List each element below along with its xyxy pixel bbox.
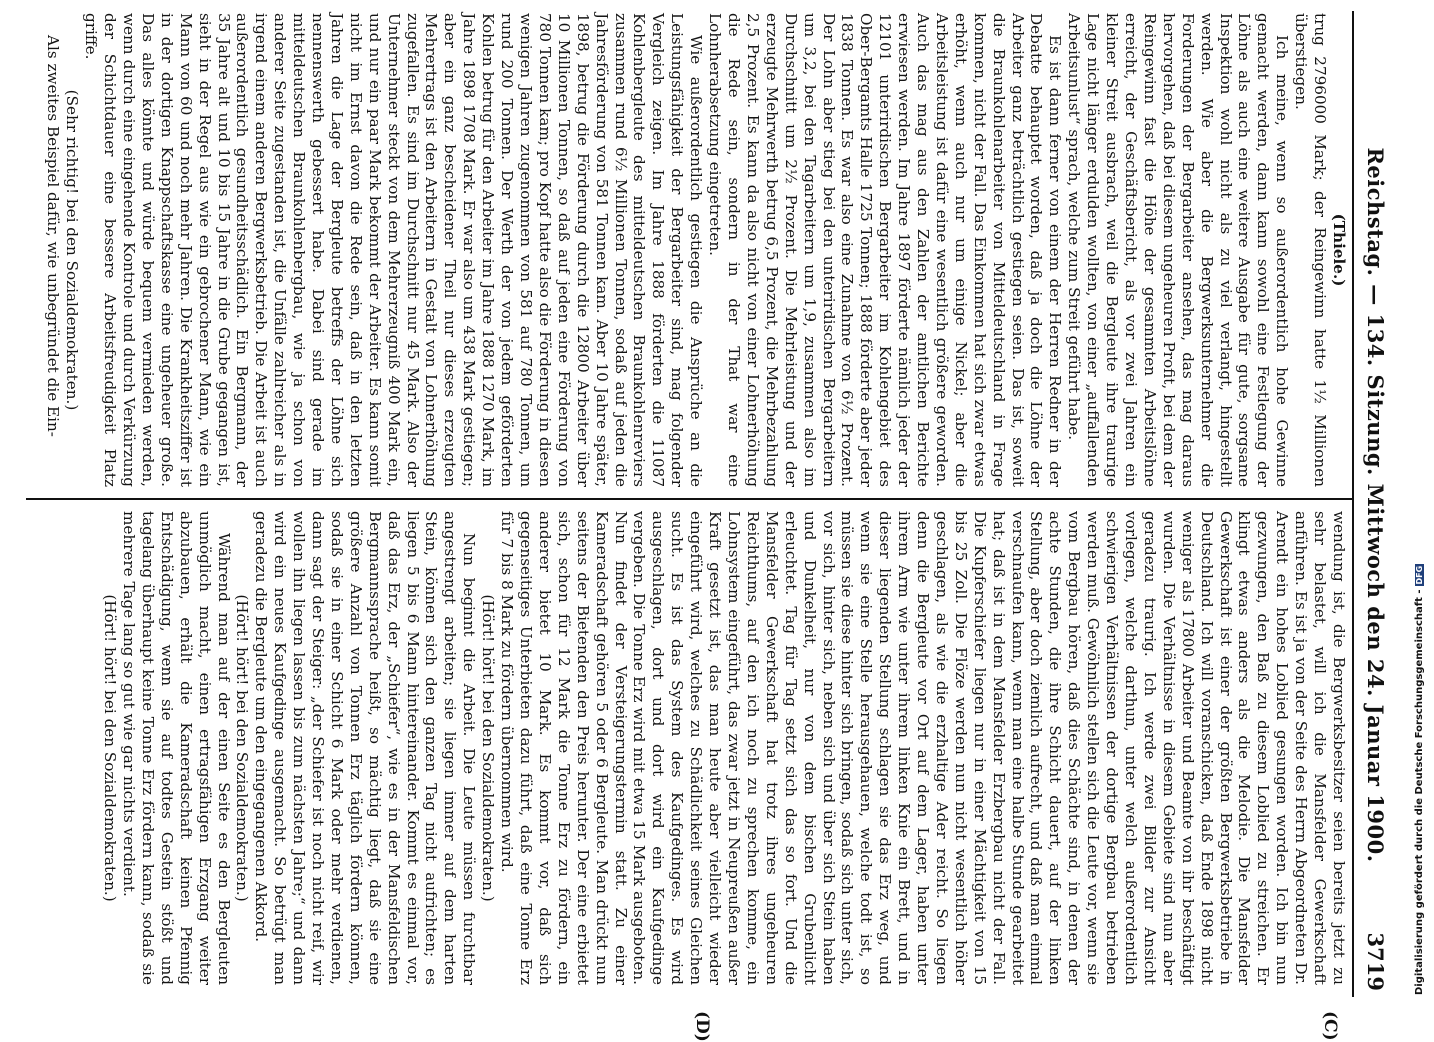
column-divider (26, 498, 1352, 500)
paragraph: wendung ist, die Bergwerksbesitzer seien bereits jetzt zu sehr belastet, will ich die Mansfelder Gewerkschaft anführen. Es ist ja von der Seite des Herrn Abgeordneten Dr. Arendt ein hohes Loblied gesungen worden. Ich bin nun gezwungen, den Baß zu diesem Loblied zu streichen. Er klingt etwas anders als die Melodie. Die Mansfelder Gewerkschaft ist einer der größten Bergwerksbetriebe in Deutschland. Ich will voranschicken, daß Ende 1898 nicht weniger als 17800 Arbeiter und Beamte von ihr beschäftigt wurden. Die Verhältnisse in diesem Gebiete sind nun aber geradezu traurig. Ich werde zwei Bilder zur Ansicht vorlegen, welche darthun, unter welch außerordentlich schwierigen Verhältnissen der dortige Bergbau betrieben werden muß. Gewöhnlich stellen sich die Leute vor, wenn sie vom Bergbau hören, daß dies Schächte sind, in denen der achte Stunden, die ihre Schicht dauert, auf der linken Stellung, aber doch ziemlich aufrecht, und daß man einmal verschnaufen kann, wenn man eine halbe Stunde gearbeitet hat; daß ist in dem Mansfelder Erzbergbau nicht der Fall. Die Kupferschiefer liegen nur in einer Mächtigkeit von 15 bis 25 Zoll. Die Flöze werden nun nicht wesentlich höher geschlagen, als wie die erzhaltige Ader reicht. So liegen denn die Bergleute vor Ort auf dem Lager, haben unter ihrem Arm wie unter ihrem linken Knie ein Brett, und in dieser liegenden Stellung schlagen sie das Erz weg, und wenn sie eine Stelle herausgehauen, welche todt ist, so müssen sie diese hinter sich bringen, sodaß sich unter sich, vor sich, hinter sich, neben sich und über sich Stein haben und Dunkelheit, nur von dem bischen Grubenlicht erleuchtet. Tag für Tag setzt sich das so fort. Und die Mansfelder Gewerkschaft hat trotz ihres ungeheuren Reichthums, auf den ich noch zu sprechen komme, ein Lohnsystem eingeführt, das zwar jetzt in Neupreußen außer Kraft gesetzt ist, das man heute aber vielleicht wieder eingeführt wird, welches zu Schädlichkeit seines Gleichen sucht. Es ist das System des Kaufgedinges. Es wird ausgeschlagen, dort und dort wird ein Kaufgedinge vergeben. Die Tonne Erz wird mit etwa 15 Mark ausgeboten. Nun findet der Versteigerungstermin statt. Zu einer Kameradschaft gehören 5 oder 6 Bergleute. Man drückt nun seitens der Bietenden den Preis herunter. Der eine erbietet sich, schon für 12 Mark die Tonne Erz zu fördern, ein anderer bietet 10 Mark. Es kommt vor, daß sich gegenseitiges Unterbieten dazu führt, daß eine Tonne Erz für 7 bis 8 Mark zu fördern übernommen wird. (498, 511, 1348, 985)
header-rule (1352, 11, 1354, 997)
dfg-logo-icon: DFG (1415, 565, 1424, 585)
rotated-page-content (22, 5, 1394, 1042)
left-column (28, 13, 1348, 487)
interjection: (Hört! hört! bei den Sozialdemokraten.) (101, 594, 120, 902)
paragraph: Nun beginnt die Arbeit. Die Leute müssen furchtbar angestrengt arbeiten; sie liegen immer auf dem harten Stein, können sich den ganzen Tag nicht aufrichten; es liegen 5 bis 6 Mann hintereinander. Kommt es einmal vor, daß das Erz, der „Schiefer“, wie es in der Mansfeldischen Bergmannssprache heißt, so mächtig liegt, daß sie eine größere Anzahl von Tonnen Erz täglich fördern können, sodaß sie in einer Schicht 6 Mark oder mehr verdienen, dann sagt der Steiger: „der Schiefer ist noch nicht reif, wir wollen ihn liegen lassen bis zum nächsten Jahre;“ und dann wird ein neues Kaufgedinge ausgemacht. So betrügt man geradezu die Bergleute um den eingegangenen Akkord. (252, 511, 479, 985)
credit-text: Digitalisierung gefördert durch die Deutsche Forschungsgemeinschaft - (1414, 589, 1425, 995)
header-title: Reichstag. — 134. Sitzung. Mittwoch den 24. Januar 1900. (1363, 147, 1388, 863)
interjection: (Hört! hört! bei den Sozialdemokraten.) (233, 594, 252, 902)
interjection: (Sehr richtig! bei den Sozialdemokraten.) (63, 89, 82, 411)
interjection: (Hört! hört! bei den Sozialdemokraten.) (479, 594, 498, 902)
paragraph: Ich meine, wenn so außerordentlich hohe Gewinne gemacht werden, dann kann sowohl eine Festlegung der Löhne als auch eine weitere Ausgabe für gute, sorgsame Inspektion wohl nicht als zu viel verlangt, hingestellt werden. Wie aber die Bergwerksunternehmer die Forderungen der Bergarbeiter ansehen, das mag daraus hervorgehen, daß bei diesem ungeheuren Profit, bei dem der Reingewinn fast die Höhe der gesammten Arbeitslöhne erreicht, der Geschäftsbericht, als vor zwei Jahren ein kleiner Streit ausbrach, weil die Bergleute ihre traurige Lage nicht länger erdulden wollten, von einer „auffallenden Arbeitsunlust“ sprach, welche zum Streit geführt habe. (1065, 13, 1292, 487)
page-header (1354, 5, 1394, 1005)
margin-marker-d: (D) (692, 1011, 712, 1042)
digitization-credit (1414, 564, 1425, 995)
page-number: 3719 (1363, 932, 1388, 991)
paragraph: Als zweites Beispiel dafür, wie unbegründet die Ein- (44, 35, 63, 437)
right-column (28, 511, 1348, 985)
margin-marker-c: (C) (1320, 1011, 1340, 1041)
paragraph: trug 2796000 Mark; der Reingewinn hatte 1½ Millionen überstiegen. (1292, 13, 1330, 487)
paragraph: Während man auf der einen Seite es den Bergleuten unmöglich macht, einen ertragsfähigen Erzgang weiter abzubauen, erhält die Kameradschaft keinen Pfennig Entschädigung, wenn sie auf todtes Gestein stößt und tagelang überhaupt keine Tonne Erz fördern kann, sodaß sie mehrere Tage lang so gut wie gar nichts verdient. (120, 511, 233, 985)
paragraph: Wie außerordentlich gestiegen die Ansprüche an die Leistungsfähigkeit der Bergarbeiter sind, mag folgender Vergleich zeigen. Im Jahre 1888 förderten die 11087 Kohlenbergleute des mitteldeutschen Braunkohlenreviers zusammen rund 6½ Millionen Tonnen, sodaß auf jeden die Jahresförderung von 581 Tonnen kam. Aber 10 Jahre später, 1898, betrug die Förderung durch die 12800 Arbeiter über 10 Millionen Tonnen, so daß auf jeden eine Förderung von 780 Tonnen kam; pro Kopf hatte also die Förderung in diesen wenigen Jahren zugenommen von 581 auf 780 Tonnen, um rund 200 Tonnen. Der Werth der von jedem geförderten Kohlen betrug für den Arbeiter im Jahre 1888 1270 Mark, im Jahre 1898 1708 Mark. Er war also um 438 Mark gestiegen; aber ein ganz bescheidener Theil nur dieses erzeugten Mehrertrags ist den Arbeitern in Gestalt von Lohnerhöhung zugefallen. Es sind im Durchschnitt nur 45 Mark. Also der Unternehmer steckt von dem Mehrerzeugniß 400 Mark ein, und nur ein paar Mark bekommt der Arbeiter. Es kann somit nicht im Ernst davon die Rede sein, daß in den letzten Jahren die Lage der Bergleute betreffs der Löhne sich nennenswerth gebessert habe. Dabei sind gerade im mitteldeutschen Braunkohlenbergbau, wie ja schon von anderer Seite zugestanden ist, die Unfälle zahlreicher als in irgend einem anderen Bergwerksbetrieb. Die Arbeit ist auch außerordentlich gesundheitsschädlich. Ein Bergmann, der 35 Jahre alt und 10 bis 15 Jahre in die Grube gegangen ist, sieht in der Regel aus wie ein gebrochener Mann, wie ein Mann von 60 und noch mehr Jahren. Die Krankheitsziffer ist in der dortigen Knappschaftskasse eine ungeheuer große. Das alles könnte und würde bequem vermieden werden, wenn durch eine eingehende Kontrole und durch Verkürzung der Schichtdauer eine bessere Arbeitsfreudigkeit Platz griffe. (82, 13, 706, 487)
paragraph: Es ist dann ferner von einem der Herren Redner in der Debatte behauptet worden, daß ja doch die Löhne der Arbeiter ganz beträchtlich gestiegen seien. Das ist, soweit die Braunkohlenarbeiter von Mitteldeutschland in Frage kommen, nicht der Fall. Das Einkommen hat sich zwar etwas erhöht, wenn auch nur um einige Nickel; aber die Arbeitsleistung ist dafür eine wesentlich größere geworden. Auch das mag aus den Zahlen der amtlichen Berichte erwiesen werden. Im Jahre 1897 förderte nämlich jeder der 12101 unterirdischen Bergarbeiter im Kohlengebiet des Ober-Bergamts Halle 1725 Tonnen; 1888 förderte aber jeder 1838 Tonnen. Es war also eine Zunahme von 6½ Prozent. Der Lohn aber stieg bei den unterirdischen Bergarbeitern um 3,2, bei den Tagarbeitern um 1,9, zusammen also im Durchschnitt um 2½ Prozent. Die Mehrleistung und der erzeugte Mehrwerth betrug 6,5 Prozent, die Mehrbezahlung 2,5 Prozent. Es kann da also nicht von einer Lohnerhöhung die Rede sein, sondern in der That war eine Lohnherabsetzung eingetreten. (706, 13, 1065, 487)
speaker-name: (Thiele.) (1330, 213, 1348, 287)
